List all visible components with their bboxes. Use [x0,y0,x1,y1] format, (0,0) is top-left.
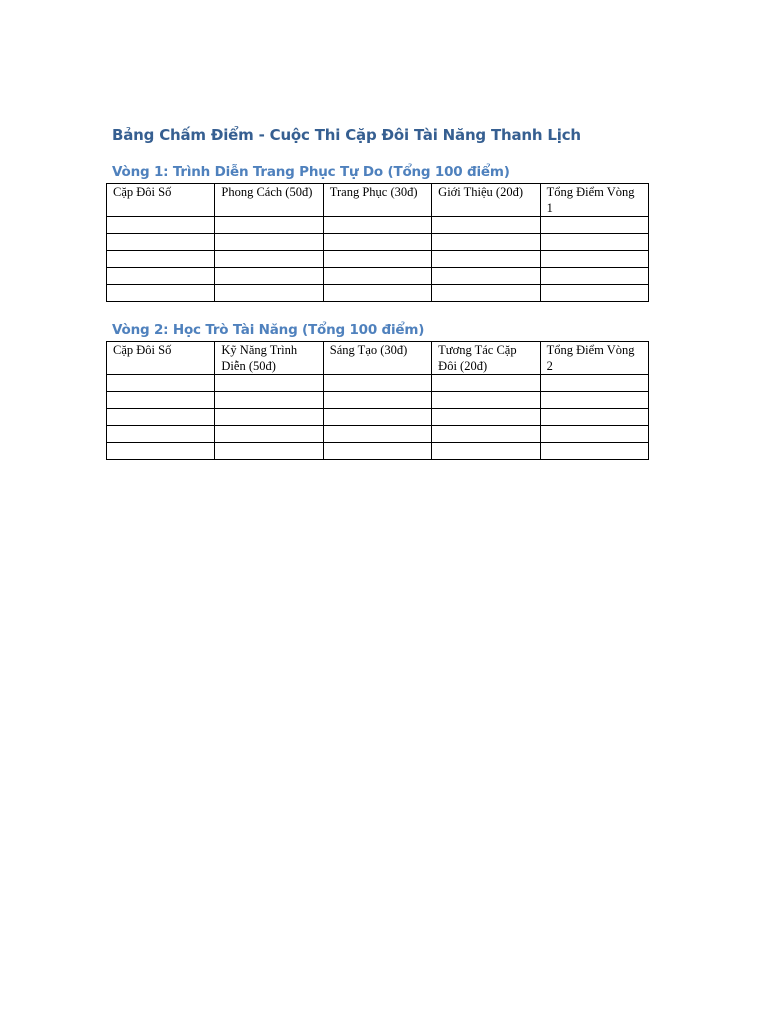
table-cell[interactable] [432,375,540,392]
table-cell[interactable] [107,251,215,268]
table-cell[interactable] [432,409,540,426]
table-cell[interactable] [540,268,648,285]
table-cell[interactable] [323,426,431,443]
round-1-heading: Vòng 1: Trình Diễn Trang Phục Tự Do (Tổng 100 điểm) [112,164,510,180]
table-cell[interactable] [432,426,540,443]
table-row [107,268,649,285]
table-cell[interactable] [107,392,215,409]
table-cell[interactable] [215,409,323,426]
table-cell[interactable] [107,234,215,251]
table-row [107,251,649,268]
table-cell[interactable] [323,268,431,285]
table-cell[interactable] [107,426,215,443]
table-cell[interactable] [323,234,431,251]
round-2-heading: Vòng 2: Học Trò Tài Năng (Tổng 100 điểm) [112,322,425,338]
column-header-pair-number: Cặp Đôi Số [107,184,215,217]
table-row [107,234,649,251]
table-cell[interactable] [215,392,323,409]
column-header-pair-number: Cặp Đôi Số [107,342,215,375]
table-cell[interactable] [215,426,323,443]
table-cell[interactable] [323,375,431,392]
table-cell[interactable] [215,251,323,268]
table-cell[interactable] [323,285,431,302]
column-header-introduction: Giới Thiệu (20đ) [432,184,540,217]
table-cell[interactable] [215,234,323,251]
table-cell[interactable] [107,268,215,285]
round-2-score-table [106,341,649,460]
table-cell[interactable] [432,268,540,285]
table-cell[interactable] [540,443,648,460]
table-row [107,409,649,426]
table-cell[interactable] [540,375,648,392]
table-cell[interactable] [215,217,323,234]
table-cell[interactable] [540,251,648,268]
table-cell[interactable] [432,443,540,460]
column-header-costume: Trang Phục (30đ) [323,184,431,217]
table-cell[interactable] [323,409,431,426]
column-header-pair-interaction: Tương Tác Cặp Đôi (20đ) [432,342,540,375]
round-1-score-table [106,183,649,302]
table-cell[interactable] [215,443,323,460]
table-cell[interactable] [540,409,648,426]
table-cell[interactable] [432,285,540,302]
table-cell[interactable] [107,217,215,234]
table-row [107,426,649,443]
table-cell[interactable] [107,409,215,426]
table-cell[interactable] [107,285,215,302]
table-row [107,285,649,302]
table-cell[interactable] [215,285,323,302]
table-cell[interactable] [107,375,215,392]
spacer [106,148,649,161]
table-cell[interactable] [107,443,215,460]
document-page [106,122,649,460]
table-cell[interactable] [323,217,431,234]
table-cell[interactable] [432,392,540,409]
document-title: Bảng Chấm Điểm - Cuộc Thi Cặp Đôi Tài Năng Thanh Lịch [112,126,581,144]
table-cell[interactable] [215,375,323,392]
table-cell[interactable] [432,217,540,234]
column-header-style: Phong Cách (50đ) [215,184,323,217]
column-header-round-total: Tổng Điểm Vòng 1 [540,184,648,217]
table-cell[interactable] [540,217,648,234]
spacer [106,302,649,319]
table-row [107,375,649,392]
table-header-row [107,342,649,375]
table-cell[interactable] [540,234,648,251]
table-cell[interactable] [540,392,648,409]
table-cell[interactable] [540,285,648,302]
table-cell[interactable] [432,251,540,268]
table-header-row [107,184,649,217]
table-cell[interactable] [215,268,323,285]
table-cell[interactable] [540,426,648,443]
table-cell[interactable] [432,234,540,251]
table-row [107,392,649,409]
column-header-performance-skill: Kỹ Năng Trình Diễn (50đ) [215,342,323,375]
table-cell[interactable] [323,443,431,460]
table-row [107,443,649,460]
table-cell[interactable] [323,392,431,409]
table-row [107,217,649,234]
table-cell[interactable] [323,251,431,268]
column-header-round-total: Tổng Điểm Vòng 2 [540,342,648,375]
column-header-creativity: Sáng Tạo (30đ) [323,342,431,375]
